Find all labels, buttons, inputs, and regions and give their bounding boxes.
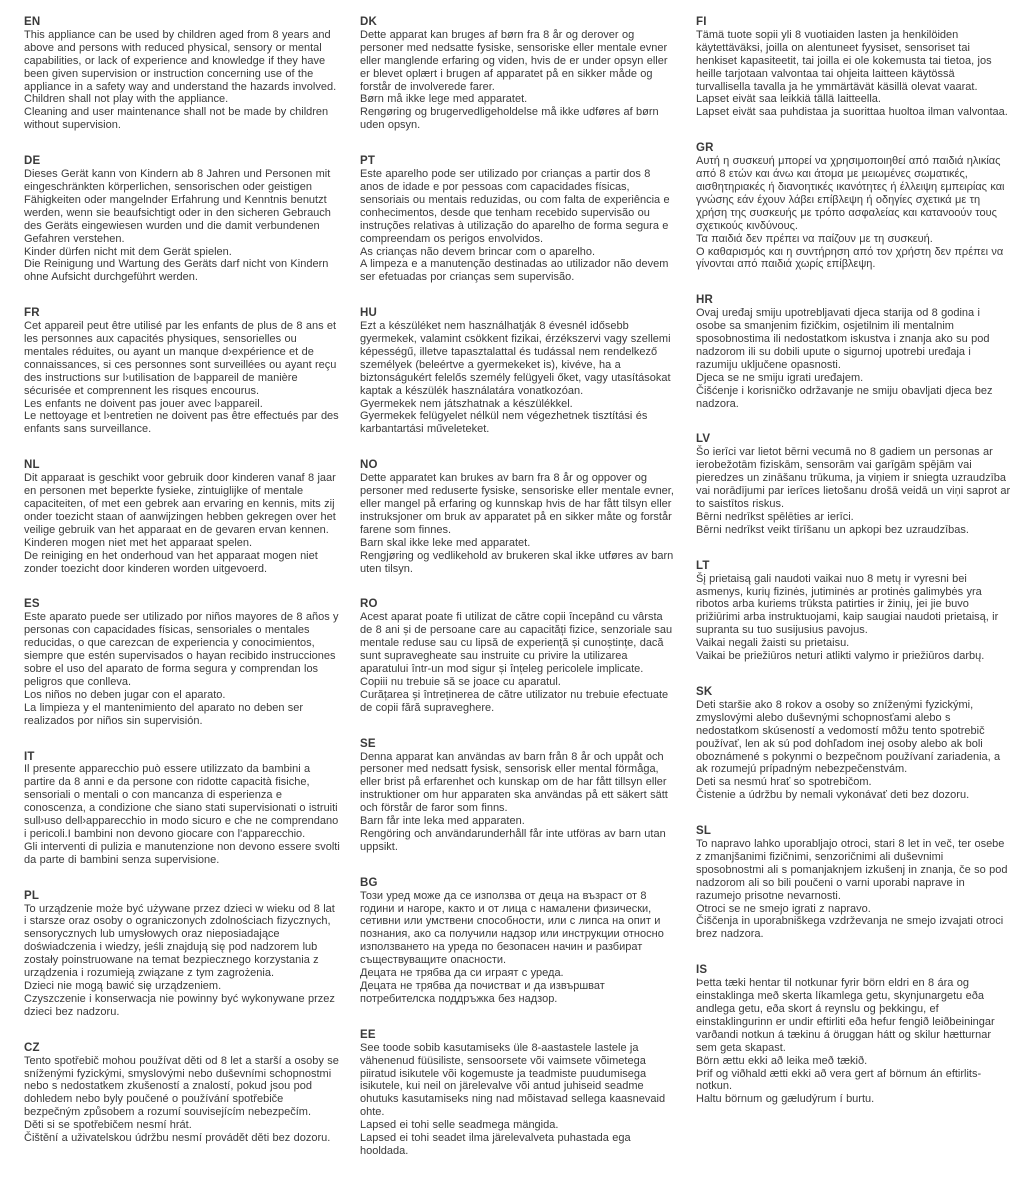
instruction-paragraph: Þrif og viðhald ætti ekki að vera gert af börnum án eftirlits-notkun. (696, 1067, 982, 1093)
instruction-paragraph: Šo ierīci var lietot bērni vecumā no 8 gadiem un personas ar ierobežotām fiziskām, sensorām vai garīgām spējām vai pieredzes un zināšanu trūkuma, ja viņiem ir sniegta uzraudzība vai norādījumi par ierīces lietošanu drošā veidā un viņi saprot ar to saistītos riskus. (696, 446, 1011, 510)
instruction-paragraph: Čištění a uživatelskou údržbu nesmí provádět děti bez dozoru. (24, 1132, 331, 1145)
instruction-paragraph: Kinder dürfen nicht mit dem Gerät spielen. (24, 245, 232, 258)
language-code-heading: FR (24, 307, 40, 320)
instruction-paragraph: Cet appareil peut être utilisé par les enfants de plus de 8 ans et les personnes aux capacités physiques, sensorielles ou mentales réduites, ou ayant un manque d›expérience et de connaissances, si ces personnes sont surveillées ou ayant reçu des instructions sur l›utilisation de l›appareil de manière sécurisée et comprennent les risques encourus. (24, 320, 337, 397)
language-code-heading: PT (360, 155, 376, 168)
column-2 (360, 16, 676, 1181)
instruction-paragraph: Deti sa nesmú hrať so spotrebičom. (696, 776, 872, 789)
instruction-paragraph: Denna apparat kan användas av barn från 8 år och uppåt och personer med nedsatt fysisk, sensorisk eller mental förmåga, eller brist på erfarenhet och kunskap om de har fått tillsyn eller instruktioner om hur apparaten ska användas på ett säkert sätt och förstår de faror som finns. (360, 750, 668, 815)
instruction-paragraph: Gyermekek felügyelet nélkül nem végezhetnek tisztítási és karbantartási műveleteket. (360, 410, 648, 436)
instruction-paragraph: Les enfants ne doivent pas jouer avec l›appareil. (24, 397, 263, 410)
instruction-paragraph: Il presente apparecchio può essere utilizzato da bambini a partire da 8 anni e da persone con ridotte capacità fisiche, sensoriali o mentali o con mancanza di esperienza e conoscenza, a condizione che siano stati supervisionati o istruiti sull›uso dell›apparecchio in modo sicuro e che ne comprendano i pericoli.I bambini non devono giocare con l'apparecchio. (24, 763, 339, 840)
instruction-paragraph: Децата не трябва да почистват и да извършват потребителска поддръжка без надзор. (360, 980, 605, 1005)
instruction-paragraph: Lapset eivät saa puhdistaa ja suorittaa huoltoa ilman valvontaa. (696, 106, 1008, 119)
language-code-heading: SE (360, 737, 376, 750)
instruction-paragraph: Børn må ikke lege med apparatet. (360, 93, 528, 106)
instruction-paragraph: Acest aparat poate fi utilizat de către copii începând cu vârsta de 8 ani și de persoane care au capacități fizice, senzoriale sau mentale reduse sau cu lipsă de experiență și cunoștințe, dacă sunt supravegheate sau instruite cu privire la utilizarea aparatului într-un mod sigur și înțeleg pericolele implicate. (360, 611, 673, 675)
instruction-paragraph: Curățarea și întreținerea de către utilizator nu trebuie efectuate de copii fără supraveghere. (360, 688, 669, 714)
instruction-paragraph: Čišćenje i korisničko održavanje ne smiju obavljati djeca bez nadzora. (696, 384, 993, 410)
instruction-paragraph: Este aparato puede ser utilizado por niños mayores de 8 años y personas con capacidades físicas, sensoriales o mentales reducidas, o que carezcan de experiencia y conocimientos, siempre que estén supervisados o hayan recibido instrucciones sobre el uso del aparato de forma segura y comprendan los peligros que conlleva. (24, 611, 339, 688)
language-section-dk (360, 16, 676, 132)
instruction-paragraph: Vaikai be priežiūros neturi atlikti valymo ir priežiūros darbų. (696, 650, 985, 663)
instruction-paragraph: Gyermekek nem játszhatnak a készülékkel. (360, 397, 573, 410)
instruction-paragraph: Dieses Gerät kann von Kindern ab 8 Jahren und Personen mit eingeschränkten körperlichen, sensorischen oder geistigen Fähigkeiten oder mangelnder Erfahrung und Kenntnis benutzt werden, wenn sie beaufsichtigt oder in den sicheren Gebrauch des Geräts eingewiesen wurden und die damit verbundenen Gefahren verstehen. (24, 168, 331, 245)
instruction-paragraph: Děti si se spotřebičem nesmí hrát. (24, 1119, 192, 1132)
language-section-pt (360, 155, 676, 284)
instruction-paragraph: De reiniging en het onderhoud van het apparaat mogen niet zonder toezicht door kinderen worden uitgevoerd. (24, 549, 318, 575)
column-3 (696, 16, 1012, 1181)
instruction-paragraph: To urządzenie może być używane przez dzieci w wieku od 8 lat i starsze oraz osoby o ograniczonych zdolnościach fizycznych, sensorycznych lub umysłowych oraz nieposiadające doświadczenia i wiedzy, jeśli znajdują się pod nadzorem lub zostały poinstruowane na temat bezpiecznego korzystania z urządzenia i rozumieją związane z tym zagrożenia. (24, 902, 335, 980)
instruction-paragraph: Barn får inte leka med apparaten. (360, 815, 525, 828)
language-section-sl (696, 825, 1012, 941)
language-code-heading: CZ (24, 1041, 40, 1054)
language-code-heading: DE (24, 155, 41, 168)
instruction-paragraph: Los niños no deben jugar con el aparato. (24, 688, 226, 701)
language-section-lv (696, 433, 1012, 536)
instruction-paragraph: Tento spotřebič mohou používat děti od 8 let a starší a osoby se sníženými fyzickými, smyslovými nebo duševními schopnostmi nebo s nedostatkem zkušeností a znalostí, pokud jsou pod dohledem nebo byly poučené o používání spotřebiče bezpečným způsobem a rozumí souvisejícím nebezpečím. (24, 1054, 339, 1119)
instruction-paragraph: Αυτή η συσκευή μπορεί να χρησιμοποιηθεί από παιδιά ηλικίας από 8 ετών και άνω και άτομα με μειωμένες σωματικές, αισθητηριακές ή διανοητικές ικανότητες ή έλλειψη εμπειρίας και γνώσης εάν έχουν λάβει επίβλεψη ή οδηγίες σχετικά με τη χρήση της συσκευής με τρόπο ασφαλείας και κατανοούν τους σχετικούς κινδύνους. (696, 155, 1005, 232)
language-section-cz (24, 1042, 340, 1145)
language-section-fi (696, 16, 1012, 119)
instruction-paragraph: Börn ættu ekki að leika með tækið. (696, 1054, 868, 1067)
language-section-en (24, 16, 340, 132)
instruction-paragraph: A limpeza e a manutenção destinadas ao utilizador não devem ser efetuadas por crianças sem supervisão. (360, 258, 669, 284)
language-section-hu (360, 307, 676, 436)
column-1 (24, 16, 340, 1181)
instruction-paragraph: Copiii nu trebuie să se joace cu aparatul. (360, 675, 561, 688)
language-section-bg (360, 877, 676, 1006)
instruction-paragraph: Vaikai negali žaisti su prietaisu. (696, 637, 850, 650)
language-code-heading: RO (360, 598, 378, 611)
language-code-heading: BG (360, 876, 378, 889)
language-code-heading: PL (24, 889, 40, 902)
instruction-paragraph: Ezt a készüléket nem használhatják 8 évesnél idősebb gyermekek, valamint csökkent fizikai, érzékszervi vagy szellemi képességű, illetve tapasztalattal és tudással nem rendelkező személyek (beleértve a gyermekeket is), kivéve, ha a biztonságukért felelős személy felügyeli őket, vagy utasításokat kaptak a készülék használatára vonatkozóan. (360, 320, 671, 397)
language-code-heading: IT (24, 750, 35, 763)
instruction-paragraph: Lapset eivät saa leikkiä tällä laitteella. (696, 93, 881, 106)
language-section-gr (696, 142, 1012, 271)
language-code-heading: DK (360, 16, 378, 28)
instruction-paragraph: Die Reinigung und Wartung des Geräts darf nicht von Kindern ohne Aufsicht durchgeführt werden. (24, 258, 329, 284)
language-code-heading: HR (696, 294, 714, 307)
instruction-paragraph: Čiščenja in uporabniškega vzdrževanja ne smejo izvajati otroci brez nadzora. (696, 915, 1004, 941)
language-section-ee (360, 1029, 676, 1158)
instruction-paragraph: See toode sobib kasutamiseks üle 8-aastastele lastele ja vähenenud füüsiliste, sensoorsete või vaimsete võimetega piiratud isikutele või kogemuste ja teadmiste puudumisega isikutele, kui neil on järelevalve või antud juhiseid seadme ohutuks kasutamiseks ning nad mõistavad sellega kaasnevaid ohte. (360, 1041, 666, 1119)
language-code-heading: ES (24, 598, 40, 611)
language-section-is (696, 964, 1012, 1106)
language-section-lt (696, 560, 1012, 663)
instruction-paragraph: Децата не трябва да си играят с уреда. (360, 967, 564, 980)
language-section-hr (696, 294, 1012, 410)
language-code-heading: EE (360, 1028, 376, 1041)
language-code-heading: GR (696, 142, 714, 155)
instruction-paragraph: Dzieci nie mogą bawić się urządzeniem. (24, 980, 222, 992)
language-section-no (360, 459, 676, 575)
instruction-paragraph: Dit apparaat is geschikt voor gebruik door kinderen vanaf 8 jaar en personen met beperkte fysieke, zintuiglijke of mentale capaciteiten, of met een gebrek aan ervaring en kennis, mits zij onder toezicht staan of aanwijzingen hebben gekregen over het veilige gebruik van het apparaat en de gevaren ervan kennen. (24, 472, 336, 536)
language-code-heading: IS (696, 964, 708, 977)
language-code-heading: NL (24, 459, 40, 472)
language-section-pl (24, 890, 340, 1019)
instruction-paragraph: Gli interventi di pulizia e manutenzione non devono essere svolti da parte di bambini senza supervisione. (24, 840, 340, 866)
instruction-paragraph: Cleaning and user maintenance shall not be made by children without supervision. (24, 106, 329, 132)
instruction-paragraph: Rengjøring og vedlikehold av brukeren skal ikke utføres av barn uten tilsyn. (360, 549, 674, 575)
instruction-paragraph: La limpieza y el mantenimiento del aparato no deben ser realizados por niños sin supervisión. (24, 701, 304, 727)
instruction-paragraph: Czyszczenie i konserwacja nie powinny być wykonywane przez dzieci bez nadzoru. (24, 992, 335, 1018)
language-code-heading: LV (696, 433, 711, 446)
instruction-paragraph: Le nettoyage et l›entretien ne doivent pas être effectués par des enfants sans surveillance. (24, 410, 339, 436)
instruction-paragraph: Lapsed ei tohi seadet ilma järelevalveta puhastada ega hooldada. (360, 1132, 631, 1157)
instruction-paragraph: Otroci se ne smejo igrati z napravo. (696, 902, 871, 915)
language-section-de (24, 155, 340, 284)
instruction-paragraph: Deti staršie ako 8 rokov a osoby so zníženými fyzickými, zmyslovými alebo duševnými schopnosťami alebo s nedostatkom skúseností a vedomostí môžu tento spotrebič používať, len ak sú pod dohľadom inej osoby alebo ak boli oboznámené s pokynmi o bezpečnom používaní zariadenia, a ak rozumejú prípadným nebezpečenstvám. (696, 698, 1001, 776)
instruction-paragraph: Barn skal ikke leke med apparatet. (360, 536, 531, 549)
language-code-heading: FI (696, 16, 707, 28)
instruction-paragraph: Šį prietaisą gali naudoti vaikai nuo 8 metų ir vyresni bei asmenys, kurių fizinės, jutiminės ar protinės galimybės yra ribotos arba kuriems trūksta patirties ir žinių, jei jie buvo prižiūrimi arba instruktuojami, kaip saugiai naudoti prietaisą, ir supranta su tuo susijusius pavojus. (696, 572, 999, 637)
instruction-paragraph: Čistenie a údržbu by nemali vykonávať deti bez dozoru. (696, 789, 970, 802)
language-code-heading: LT (696, 559, 710, 572)
instruction-paragraph: Bērni nedrīkst spēlēties ar ierīci. (696, 510, 854, 523)
instruction-paragraph: Djeca se ne smiju igrati uređajem. (696, 371, 864, 384)
instruction-paragraph: Rengöring och användarunderhåll får inte utföras av barn utan uppsikt. (360, 827, 666, 853)
instruction-paragraph: Lapsed ei tohi selle seadmega mängida. (360, 1119, 559, 1132)
language-section-it (24, 751, 340, 867)
instruction-paragraph: Този уред може да се използва от деца на възраст от 8 години и нагоре, както и от лица с намалени физически, сетивни или умствени способности, или с липса на опит и познания, ако са получили надзор или инструкции относно използването на уреда по безопасен начин и разбират съществуващите опасности. (360, 889, 664, 967)
language-code-heading: NO (360, 459, 378, 472)
language-section-sk (696, 686, 1012, 802)
instruction-paragraph: Haltu börnum og gæludýrum í burtu. (696, 1093, 875, 1106)
instruction-paragraph: Children shall not play with the appliance. (24, 93, 229, 106)
instruction-paragraph: Rengøring og brugervedligeholdelse må ikke udføres af børn uden opsyn. (360, 106, 659, 132)
language-section-nl (24, 459, 340, 575)
instruction-paragraph: Þetta tæki hentar til notkunar fyrir börn eldri en 8 ára og einstaklinga með skerta líkamlega getu, skynjunargetu eða andlega getu, eða skort á reynslu og þekkingu, ef einstaklingurinn er undir eftirliti eða hefur fengið leiðbeiningar varðandi notkun á tækinu á öruggan hátt og skilur hætturnar sem geta skapast. (696, 977, 995, 1054)
instruction-paragraph: Dette apparat kan bruges af børn fra 8 år og derover og personer med nedsatte fysiske, sensoriske eller mentale evner eller manglende erfaring og viden, hvis de er under opsyn eller er blevet oplært i brugen af apparatet på en sikker måde og forstår de involverede farer. (360, 28, 668, 93)
language-code-heading: SL (696, 825, 712, 838)
language-section-es (24, 598, 340, 727)
language-code-heading: EN (24, 16, 41, 28)
language-section-ro (360, 598, 676, 714)
instruction-paragraph: Τα παιδιά δεν πρέπει να παίζουν με τη συσκευή. (696, 232, 933, 245)
language-code-heading: SK (696, 685, 713, 698)
instruction-paragraph: Bērni nedrīkst veikt tīrīšanu un apkopi bez uzraudzības. (696, 523, 969, 536)
instruction-paragraph: Ovaj uređaj smiju upotrebljavati djeca starija od 8 godina i osobe sa smanjenim fizičkim, osjetilnim ili mentalnim sposobnostima ili nedostatkom iskustva i znanja ako su pod nadzorom ili su dobili upute o sigurnoj upotrebi uređaja i razumiju uključene opasnosti. (696, 307, 990, 371)
language-code-heading: HU (360, 307, 378, 320)
instruction-paragraph: Este aparelho pode ser utilizado por crianças a partir dos 8 anos de idade e por pessoas com capacidades físicas, sensoriais ou mentais reduzidas, ou com falta de experiência e conhecimentos, desde que tenham recebido supervisão ou instruções relativas à utilização do aparelho de forma segura e compreendam os perigos envolvidos. (360, 168, 670, 245)
instruction-paragraph: Dette apparatet kan brukes av barn fra 8 år og oppover og personer med reduserte fysiske, sensoriske eller mentale evner, eller mangel på erfaring og kunnskap hvis de har fått tilsyn eller instruksjoner om bruk av apparatet på en sikker måte og forstår farene som finnes. (360, 472, 674, 536)
instruction-paragraph: Kinderen mogen niet met het apparaat spelen. (24, 536, 253, 549)
instruction-paragraph: As crianças não devem brincar com o aparelho. (360, 245, 596, 258)
instruction-paragraph: Ο καθαρισμός και η συντήρηση από τον χρήστη δεν πρέπει να γίνονται από παιδιά χωρίς επίβλεψη. (696, 245, 1004, 271)
instruction-paragraph: Tämä tuote sopii yli 8 vuotiaiden lasten ja henkilöiden käytettäväksi, joilla on alentuneet fyysiset, sensoriset tai henkiset kapasiteetit, tai joilla ei ole kokemusta tai tietoa, jos heille tarjotaan valvontaa tai ohjeita laitteen käytössä turvallisella tavalla ja he ymmärtävät käsillä olevat vaarat. (696, 28, 992, 93)
language-section-se (360, 738, 676, 854)
instruction-paragraph: This appliance can be used by children aged from 8 years and above and persons with reduced physical, sensory or mental capabilities, or lack of experience and knowledge if they have been given supervision or instruction concerning use of the appliance in a safety way and understand the hazards involved. (24, 28, 337, 93)
instruction-paragraph: To napravo lahko uporabljajo otroci, stari 8 let in več, ter osebe z zmanjšanimi fizičnimi, senzoričnimi ali duševnimi sposobnostmi ali s pomanjaknjem izkušenj in znanja, če so pod nadzorom ali so bili poučeni o varni uporabi naprave in razumejo prisotne nevarnosti. (696, 838, 1008, 902)
language-section-fr (24, 307, 340, 436)
